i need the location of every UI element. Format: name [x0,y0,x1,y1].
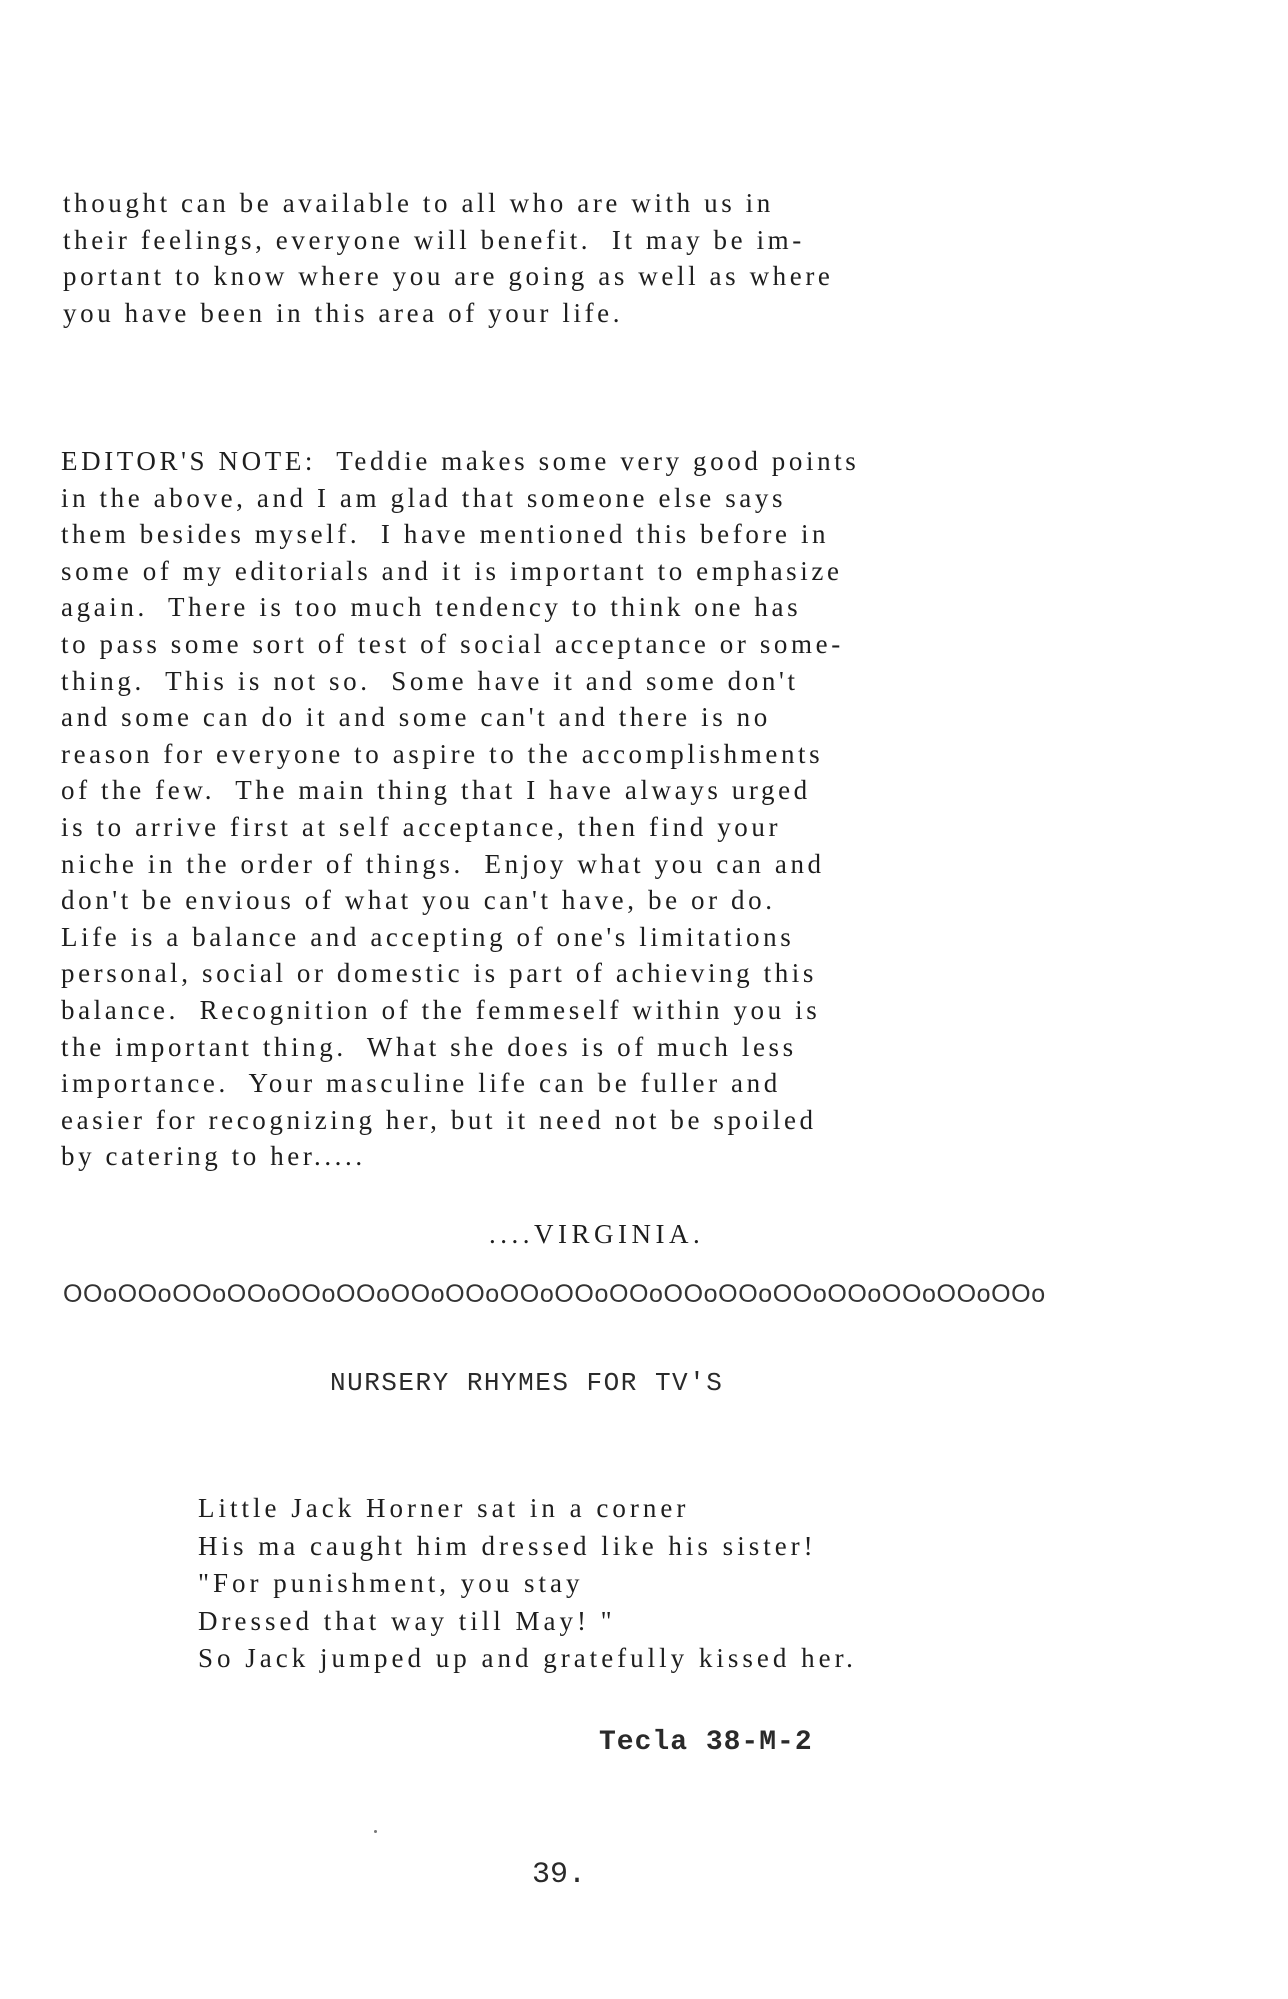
poem-line: Little Jack Horner sat in a corner [198,1493,690,1523]
editors-note-line: the important thing. What she does is of much less [61,1031,797,1062]
editors-note-line: again. There is too much tendency to think one has [61,592,802,623]
editors-note-line: don't be envious of what you can't have, be or do. [61,885,776,916]
poem-line: His ma caught him dressed like his sister! [198,1530,817,1561]
editors-note-line: some of my editorials and it is important to emphasize [61,555,843,586]
continuation-paragraph [63,185,834,331]
paragraph-line: thought can be available to all who are with us in [63,188,774,218]
editors-note [61,443,859,1175]
paragraph-line: portant to know where you are going as well as where [63,261,834,292]
editors-note-line: reason for everyone to aspire to the accomplishments [61,738,824,769]
poem-line: So Jack jumped up and gratefully kissed her. [198,1643,857,1673]
editors-note-line: Life is a balance and accepting of one's limitations [61,921,795,952]
page-number: 39. [532,1858,587,1892]
editors-note-line: by catering to her..... [61,1141,366,1172]
editors-note-line: in the above, and I am glad that someone else says [61,482,787,513]
paragraph-line: you have been in this area of your life. [63,297,624,328]
editors-note-line: EDITOR'S NOTE: Teddie makes some very good points [61,446,860,476]
editors-note-line: balance. Recognition of the femmeself within you is [61,994,821,1025]
editors-note-line: is to arrive first at self acceptance, then find your [61,811,782,842]
editors-note-line: thing. This is not so. Some have it and some don't [61,665,799,696]
editors-note-line: to pass some sort of test of social acceptance or some- [61,628,844,659]
editors-note-line: easier for recognizing her, but it need not be spoiled [61,1104,817,1135]
paragraph-line: their feelings, everyone will benefit. It may be im- [63,224,805,255]
section-divider: OOoOOoOOoOOoOOoOOoOOoOOoOOoOOoOOoOOoOOoOOoOOoOOoOOoOOo [63,1280,1046,1308]
editor-signature: ....VIRGINIA. [489,1219,705,1249]
poem [198,1490,857,1678]
editors-note-line: importance. Your masculine life can be fuller and [61,1068,781,1099]
poem-line: "For punishment, you stay [198,1568,584,1598]
editors-note-line: them besides myself. I have mentioned this before in [61,519,830,550]
poem-line: Dressed that way till May! " [198,1605,616,1636]
editors-note-line: and some can do it and some can't and there is no [61,702,771,733]
ink-speck [374,1830,377,1833]
editors-note-line: of the few. The main thing that I have always urged [61,775,811,806]
editors-note-line: niche in the order of things. Enjoy what you can and [61,848,825,879]
rhyme-section-title: NURSERY RHYMES FOR TV'S [330,1368,724,1398]
poem-author: Tecla 38-M-2 [599,1727,813,1758]
editors-note-line: personal, social or domestic is part of achieving this [61,958,818,989]
